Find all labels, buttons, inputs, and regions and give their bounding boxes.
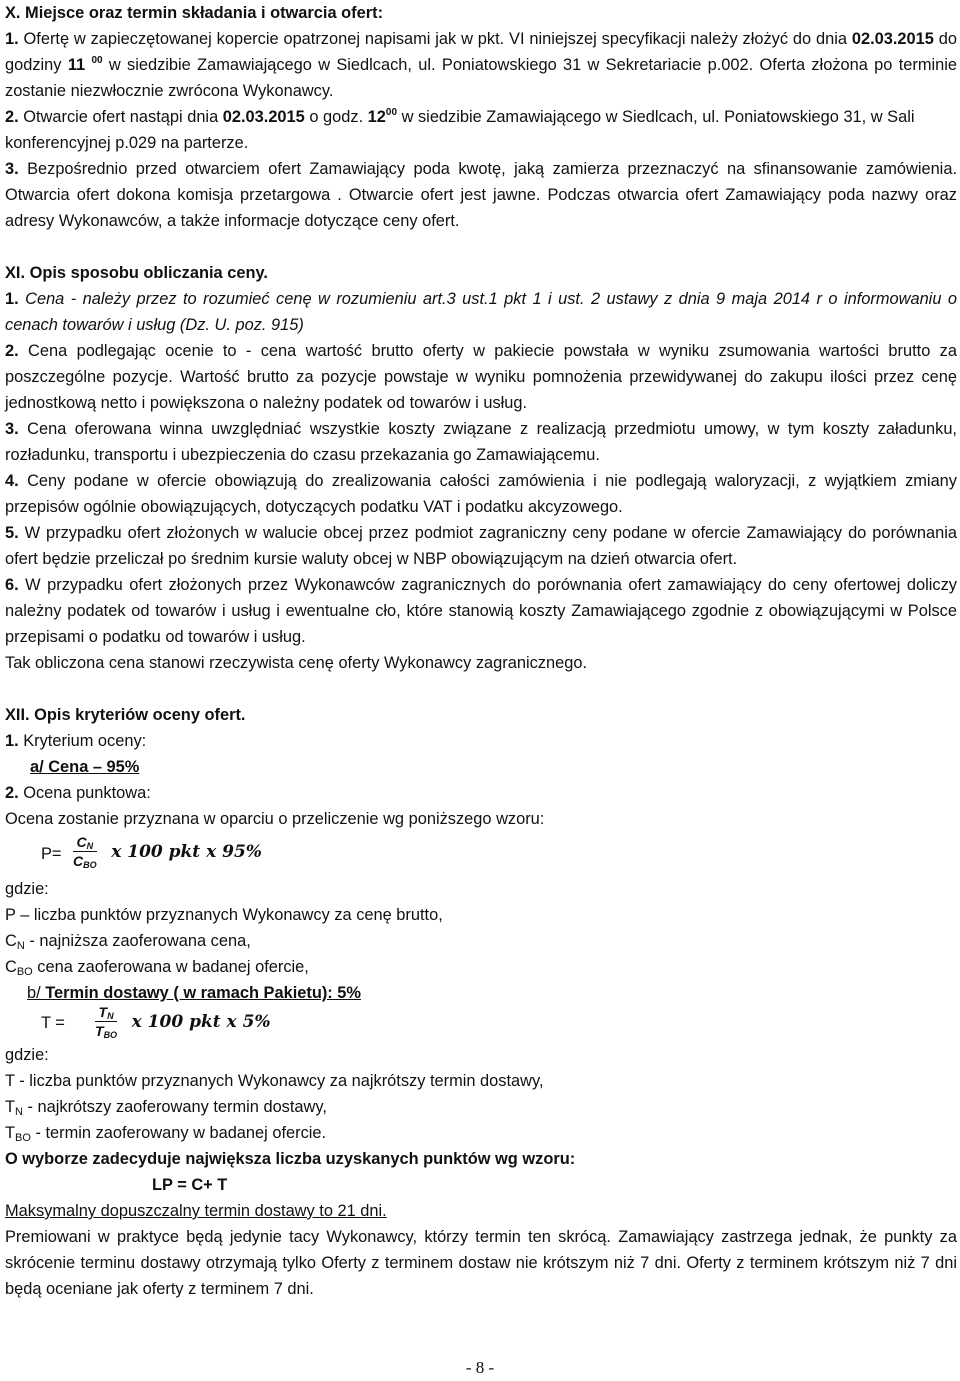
section-xi-paragraph-7: Tak obliczona cena stanowi rzeczywista cenę oferty Wykonawcy zagranicznego.: [5, 654, 587, 672]
criterion-b: b/ Termin dostawy ( w ramach Pakietu): 5%: [27, 984, 361, 1002]
lp-formula: LP = C+ T: [152, 1176, 228, 1194]
delivery-fraction: $\frac{T_N}{T_{BO}}$: [95, 1004, 118, 1040]
definition-cbo: $C_{BO}$ cena zaoferowana w badanej ofercie,: [5, 958, 309, 978]
section-xi-paragraph-4: 4. Ceny podane w ofercie obowiązują do zrealizowania całości zamówienia i nie podlegają waloryzacji, z wyjątkiem zmiany przepisów ogólnie obowiązujących, dotyczących podatku VAT i podatku akcyzowego.: [5, 472, 957, 516]
scoring-heading: 2. Ocena punktowa:: [5, 784, 151, 802]
section-x-heading: X. Miejsce oraz termin składania i otwarcia ofert:: [5, 4, 384, 22]
criterion-a: a/ Cena – 95%: [30, 758, 140, 776]
section-x-paragraph-2: 2. Otwarcie ofert nastąpi dnia 02.03.2015 o godz. $12^{00}$ w siedzibie Zamawiającego w Siedlcach, ul. Poniatowskiego 31, w Sali konferencyjnej p.029 na parterze.: [5, 107, 915, 152]
definition-t: T - liczba punktów przyznanych Wykonawcy za najkrótszy termin dostawy,: [5, 1072, 544, 1090]
definition-tn: $T_N$ - najkrótszy zaoferowany termin dostawy,: [5, 1098, 327, 1118]
price-fraction: $\frac{C_N}{C_{BO}}$: [73, 834, 97, 870]
section-x-paragraph-3: 3. Bezpośrednio przed otwarciem ofert Zamawiający poda kwotę, jaką zamierza przeznaczyć na sfinansowanie zamówienia. Otwarcia ofert dokona komisja przetargowa . Otwarcie ofert jest jawne. Podczas otwarcia ofert Zamawiający poda nazwy oraz adresy Wykonawców, a także informacje dotyczące ceny ofert.: [5, 160, 957, 230]
section-x-paragraph-1: 1. Ofertę w zapieczętowanej kopercie opatrzonej napisami jak w pkt. VI niniejszej specyfikacji należy złożyć do dnia 02.03.2015 do godziny 11 $^{00}$ w siedzibie Zamawiającego w Siedlcach, ul. Poniatowskiego 31 w Sekretariacie p.002. Oferta złożona po terminie zostanie niezwłocznie zwrócona Wykonawcy.: [5, 30, 957, 100]
document-page: [5, 0, 957, 1302]
formula-intro: Ocena zostanie przyznana w oparciu o przeliczenie wg poniższego wzoru:: [5, 810, 545, 828]
price-formula: [5, 832, 957, 876]
selection-rule: O wyborze zadecyduje największa liczba uzyskanych punktów wg wzoru:: [5, 1150, 576, 1168]
section-xii-heading: XII. Opis kryteriów oceny ofert.: [5, 706, 246, 724]
delivery-formula: [5, 1006, 957, 1042]
definition-cn: $C_N$ - najniższa zaoferowana cena,: [5, 932, 251, 952]
section-xi-paragraph-6: 6. W przypadku ofert złożonych przez Wykonawców zagranicznych do porównania ofert zamawiający do ceny ofertowej doliczy należny podatek od towarów i usług i ewentualne cło, które stanowią koszty Zamawiającego zgodnie z obowiązującymi w Polsce przepisami o podatku od towarów i usług.: [5, 576, 957, 646]
section-xi-paragraph-1: 1. Cena - należy przez to rozumieć cenę w rozumieniu art.3 ust.1 pkt 1 i ust. 2 ustawy z dnia 9 maja 2014 r o informowaniu o cenach towarów i usług (Dz. U. poz. 915): [5, 290, 957, 334]
delivery-formula-lhs: T =: [41, 1014, 65, 1032]
delivery-formula-multiplier: x 100 pkt x 5%: [131, 1011, 271, 1032]
section-xi-paragraph-2: 2. Cena podlegając ocenie to - cena wartość brutto oferty w pakiecie powstała w wyniku zsumowania wartości brutto za poszczególne pozycje. Wartość brutto za pozycje powstaje w wyniku pomnożenia przewidywanej do zakupu ilości przez cenę jednostkową netto i powiększona o należny podatek od towarów i usług.: [5, 342, 957, 412]
section-xi-paragraph-5: 5. W przypadku ofert złożonych w walucie obcej przez podmiot zagraniczny ceny podane w ofercie Zamawiający do porównania ofert będzie przeliczał po średnim kursie waluty obcej w NBP obowiązującym na dzień otwarcia ofert.: [5, 524, 957, 568]
where-label-1: gdzie:: [5, 880, 49, 898]
final-paragraph: Premiowani w praktyce będą jedynie tacy Wykonawcy, którzy termin ten skrócą. Zamawiający zastrzega jednak, że punkty za skrócenie terminu dostawy otrzymają tylko Oferty z terminem dostaw nie krótszym niż 7 dni. Oferty z terminem krótszym niż 7 dni będą oceniane jak oferty z terminem 7 dni.: [5, 1228, 957, 1298]
section-xi-paragraph-3: 3. Cena oferowana winna uwzględniać wszystkie koszty związane z realizacją przedmiotu umowy, w tym koszty załadunku, rozładunku, transportu i ubezpieczenia do czasu przekazania go Zamawiającemu.: [5, 420, 957, 464]
criterion-heading: 1. Kryterium oceny:: [5, 732, 147, 750]
price-formula-multiplier: x 100 pkt x 95%: [111, 841, 262, 862]
section-xi-heading: XI. Opis sposobu obliczania ceny.: [5, 264, 268, 282]
definition-p: P – liczba punktów przyznanych Wykonawcy za cenę brutto,: [5, 906, 443, 924]
definition-tbo: $T_{BO}$ - termin zaoferowany w badanej ofercie.: [5, 1124, 327, 1144]
price-formula-lhs: P=: [41, 845, 62, 863]
page-number: - 8 -: [465, 1358, 495, 1377]
max-delivery-term: Maksymalny dopuszczalny termin dostawy to 21 dni.: [5, 1202, 387, 1220]
where-label-2: gdzie:: [5, 1046, 49, 1064]
